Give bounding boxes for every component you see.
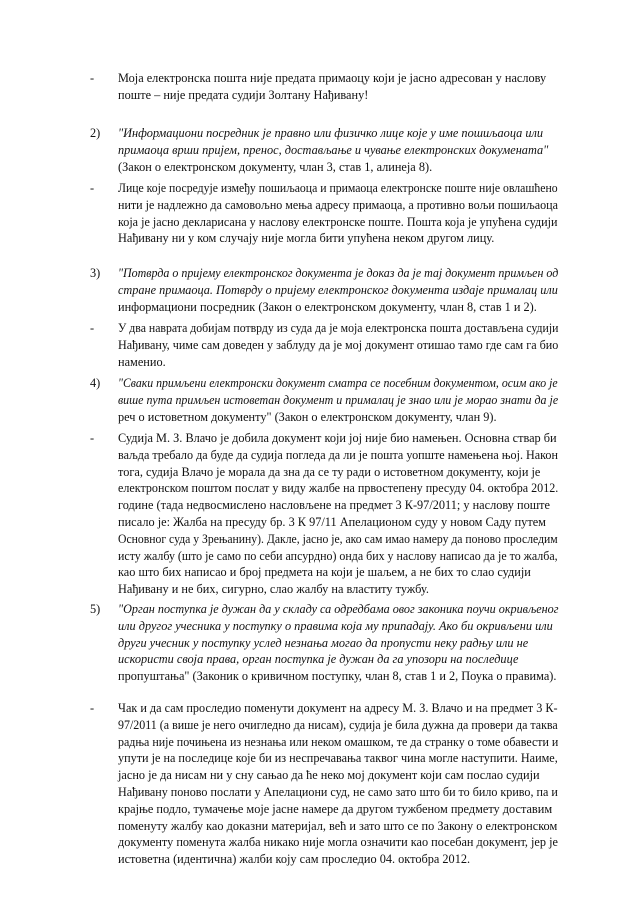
paragraph-text — [118, 700, 558, 868]
text-line: јасно је да нисам ни у сну сањао да ће неко мој документ који сам послао судији — [118, 768, 540, 783]
paragraph-text — [118, 430, 558, 598]
text-line: Лице које посредује између пошиљаоца и примаоца електронске поште није овлашћено — [118, 181, 558, 195]
paragraph-marker: 5) — [90, 602, 101, 616]
text-line: документу поменута жалба никако није могла означити као посебан документ, јер је — [118, 835, 558, 850]
text-line: или другог учесника у поступку о правима која му припадају. Ако би окривљени или — [118, 618, 553, 633]
text-line: 97/2011 (а више је него очигледно да нисам), судија је била дужна да провери да таква — [118, 717, 558, 732]
paragraph-marker: - — [90, 701, 95, 715]
text-line: "Информациони посредник је правно или физичко лице које у име пошиљаоца или — [118, 126, 543, 140]
paragraph-text — [118, 375, 558, 425]
paragraph-text — [118, 180, 558, 247]
text-line: више пута примљен истоветан документ и прималац је знао или је морао знати да је — [118, 392, 559, 407]
text-line: Нађивану, чиме сам доведен у заблуду да је мој документ отишао тамо где сам га био — [118, 337, 559, 352]
paragraph-text — [118, 320, 558, 370]
text-line: реч о истоветном документу" (Закон о електронском документу, члан 9). — [118, 409, 497, 424]
text-line: други учесник у поступку услед незнања могао да пропусти неку радњу или не — [118, 635, 529, 650]
text-line: поменуту жалбу као доказни материјал, већ и зато што се по Закону о електронском — [118, 818, 558, 833]
text-line: Нађивану и не бих, сигурно, слао жалбу на властиту тужбу. — [118, 582, 429, 597]
paragraph-marker: - — [90, 71, 95, 85]
text-line: истоветна (идентична) жалби коју сам проследио 04. октобра 2012. — [118, 852, 471, 867]
text-line: Чак и да сам проследио поменути документ на адресу М. З. Влачо и на предмет 3 К- — [118, 701, 558, 715]
paragraph-marker: - — [90, 431, 95, 445]
text-line: примаоца врши пријем, пренос, достављање и чување електронских докумената" — [118, 142, 549, 157]
text-line: тога, судија Влачо је морала да зна да се ту ради о истоветном документу, који је — [118, 464, 541, 479]
text-line: информациони посредник (Закон о електронском документу, члан 8, став 1 и 2). — [118, 299, 537, 314]
text-line: Основног суда у Зрењанину). Дакле, јасно је, ако сам имао намеру да поново проследим — [118, 531, 558, 546]
text-line: електронском поштом послат у виду жалбе на првостепену пресуду 04. октобра 2012. — [118, 481, 559, 496]
text-line: "Потврда о пријему електронског документа је доказ да је тај документ примљен од — [118, 266, 559, 280]
text-line: Моја електронска пошта није предата примаоцу који је јасно адресован у наслову — [118, 71, 547, 85]
text-line: пропуштања" (Законик о кривичном поступку, члан 8, став 1 и 2, Поука о правима). — [118, 669, 557, 684]
text-line: стране примаоца. Потврду о пријему електронског документа издаје прималац или — [118, 282, 558, 297]
paragraph-marker: 3) — [90, 266, 101, 280]
paragraph-marker: - — [90, 181, 95, 195]
text-line: која је јасно декларисана у наслову електронске поште. Пошта која је упућена судији — [118, 214, 558, 229]
paragraph-marker: 4) — [90, 376, 101, 390]
text-line: крајње подло, тумачење моје јасне намере да другом тужбеном предмету доставим — [118, 801, 553, 816]
text-line: радња није почињена из незнања или неком омашком, те да странку о томе обавести и — [118, 734, 559, 749]
text-line: поште – није предата судији Золтану Нађивану! — [118, 87, 369, 102]
text-line: У два наврата добијам потврду из суда да је моја електронска пошта достављена судији — [118, 321, 559, 335]
text-line: упути је на последице које би из неспречавања таквог чина могле наступити. Наиме, — [118, 751, 558, 766]
text-line: наменио. — [118, 354, 166, 369]
text-line: исту жалбу (што је само по себи апсурдно) онда бих у наслову написао да је то жалба, — [118, 548, 558, 563]
text-line: "Сваки примљени електронски документ сматра се посебним документом, осим ако је — [118, 376, 558, 390]
paragraph-text — [118, 70, 558, 104]
text-line: искористи своја права, орган поступка је дужан да га упозори на последице — [118, 652, 519, 667]
paragraph-marker: - — [90, 321, 95, 335]
text-line: године (тада недвосмислено насловљене на предмет 3 К-97/2011; у наслову поште — [118, 498, 551, 513]
text-line: Нађивану поново послати у Апелациони суд, не само зато што би то било криво, па и — [118, 784, 558, 799]
text-line: као што бих написао и број предмета на који је шаљем, а не бих то слао судији — [118, 565, 531, 580]
paragraph-text — [118, 265, 558, 315]
text-line: (Закон о електронском документу, члан 3, став 1, алинеја 8). — [118, 159, 433, 174]
paragraph-marker: 2) — [90, 126, 101, 140]
text-line: Судија М. З. Влачо је добила документ који јој није био намењен. Основна ствар би — [118, 431, 557, 445]
paragraph-text — [118, 125, 558, 175]
text-line: нити је надлежно да самовољно мења адресу примаоца, а противно вољи пошиљаоца — [118, 197, 558, 212]
text-line: ваљда требало да буде да судија погледа да ли је пошта уопште намењена њој. Након — [118, 447, 558, 462]
text-line: "Орган поступка је дужан да у складу са одредбама овог законика поучи окривљеног — [118, 602, 559, 616]
text-line: писало је: Жалба на пресуду бр. 3 К 97/11 Апелационом суду у новом Саду путем — [118, 514, 546, 529]
paragraph-text — [118, 601, 558, 685]
text-line: Нађивану ни у ком случају није могла бити упућена неком другом лицу. — [118, 231, 495, 246]
